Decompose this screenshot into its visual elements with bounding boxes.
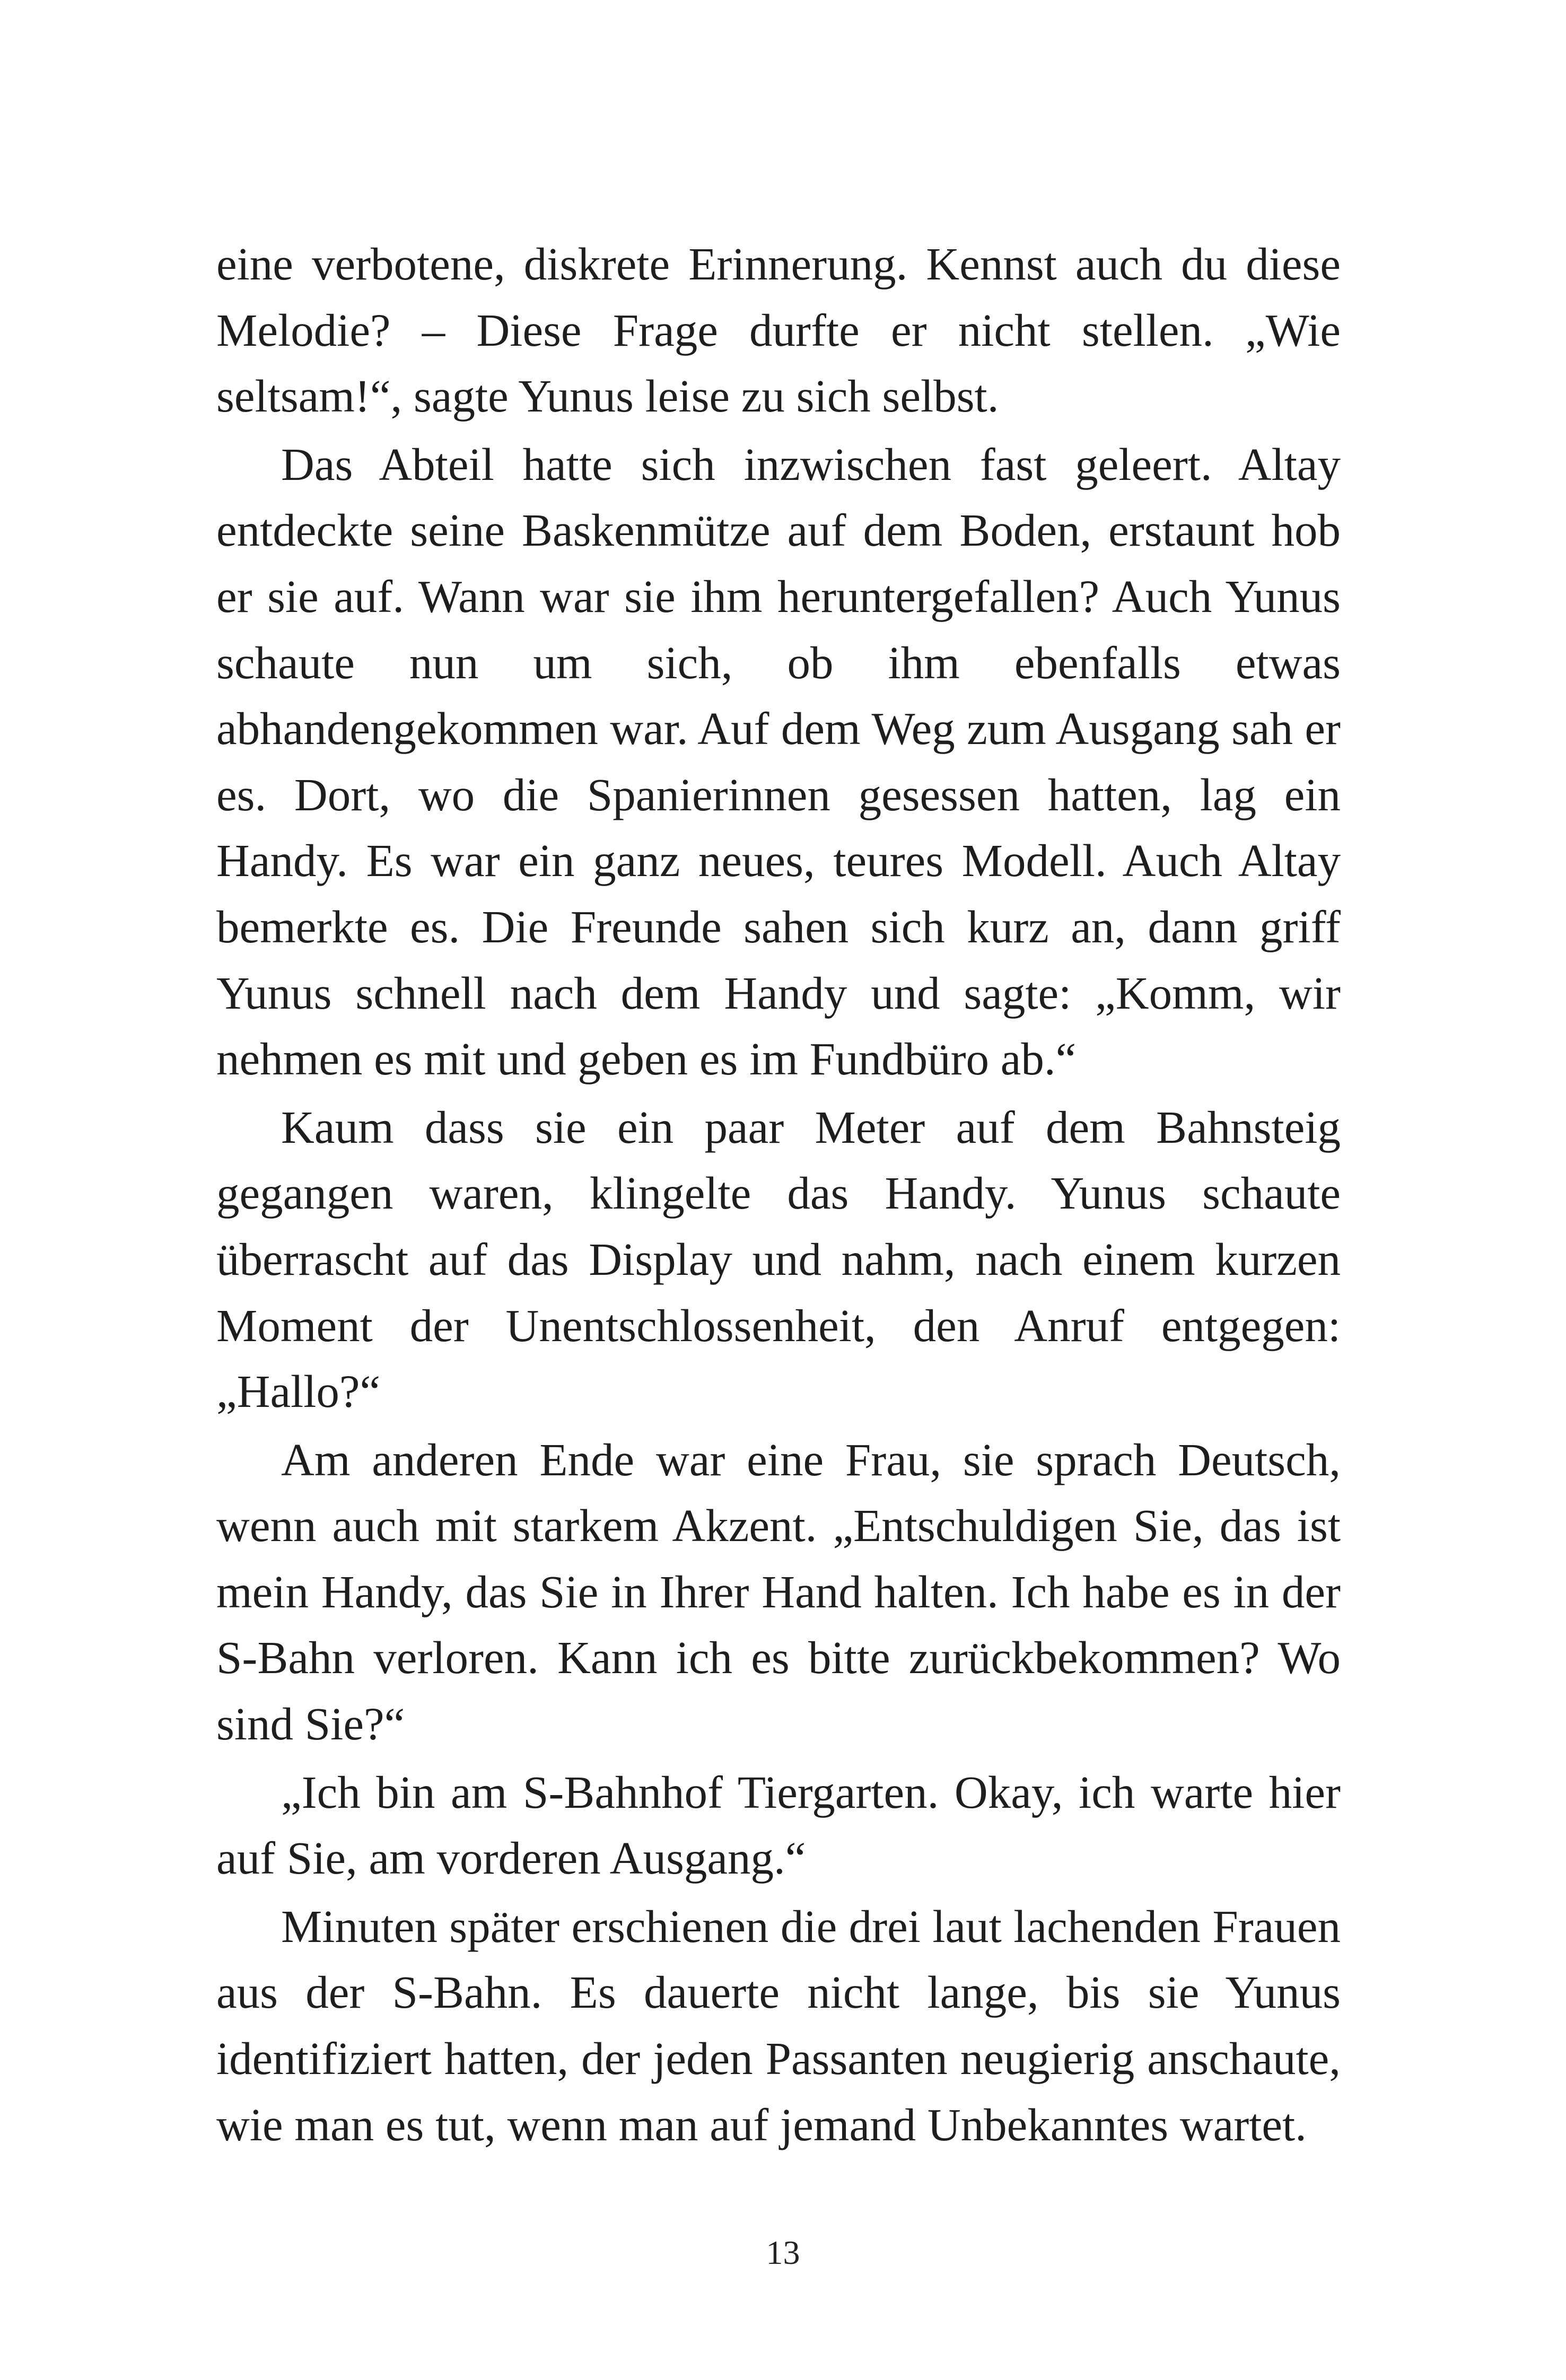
- body-text: [216, 231, 1341, 2160]
- page-number: 13: [766, 2234, 800, 2271]
- paragraph-3: Kaum dass sie ein paar Meter auf dem Bahnsteig gegangen waren, klingelte das Handy. Yunus schaute überrascht auf das Display und nahm, nach einem kurzen Moment der Unentschlossenheit, den Anruf entgegen: „Hallo?“: [216, 1101, 1341, 1418]
- paragraph-6: Minuten später erschienen die drei laut lachenden Frauen aus der S-Bahn. Es dauerte nicht lange, bis sie Yunus identifiziert hatten, der jeden Passanten neugierig anschaute, wie man es tut, wenn man auf jemand Unbekanntes wartet.: [216, 1900, 1341, 2150]
- paragraph-1: eine verbotene, diskrete Erinnerung. Kennst auch du diese Melodie? – Diese Frage durfte er nicht stellen. „Wie seltsam!“, sagte Yunus leise zu sich selbst.: [216, 238, 1341, 422]
- paragraph-5: „Ich bin am S-Bahnhof Tiergarten. Okay, ich warte hier auf Sie, am vorderen Ausgang.“: [216, 1766, 1341, 1884]
- paragraph-4: Am anderen Ende war eine Frau, sie sprach Deutsch, wenn auch mit starkem Akzent. „Entschuldigen Sie, das ist mein Handy, das Sie in Ihrer Hand halten. Ich habe es in der S-Bahn verloren. Kann ich es bitte zurückbekommen? Wo sind Sie?“: [216, 1433, 1341, 1750]
- paragraph-2: Das Abteil hatte sich inzwischen fast geleert. Altay entdeckte seine Baskenmütze auf dem Boden, erstaunt hob er sie auf. Wann war sie ihm heruntergefallen? Auch Yunus schaute nun um sich, ob ihm ebenfalls etwas abhandengekommen war. Auf dem Weg zum Ausgang sah er es. Dort, wo die Spanierinnen gesessen hatten, lag ein Handy. Es war ein ganz neues, teures Modell. Auch Altay bemerkte es. Die Freunde sahen sich kurz an, dann griff Yunus schnell nach dem Handy und sagte: „Komm, wir nehmen es mit und geben es im Fundbüro ab.“: [216, 438, 1341, 1085]
